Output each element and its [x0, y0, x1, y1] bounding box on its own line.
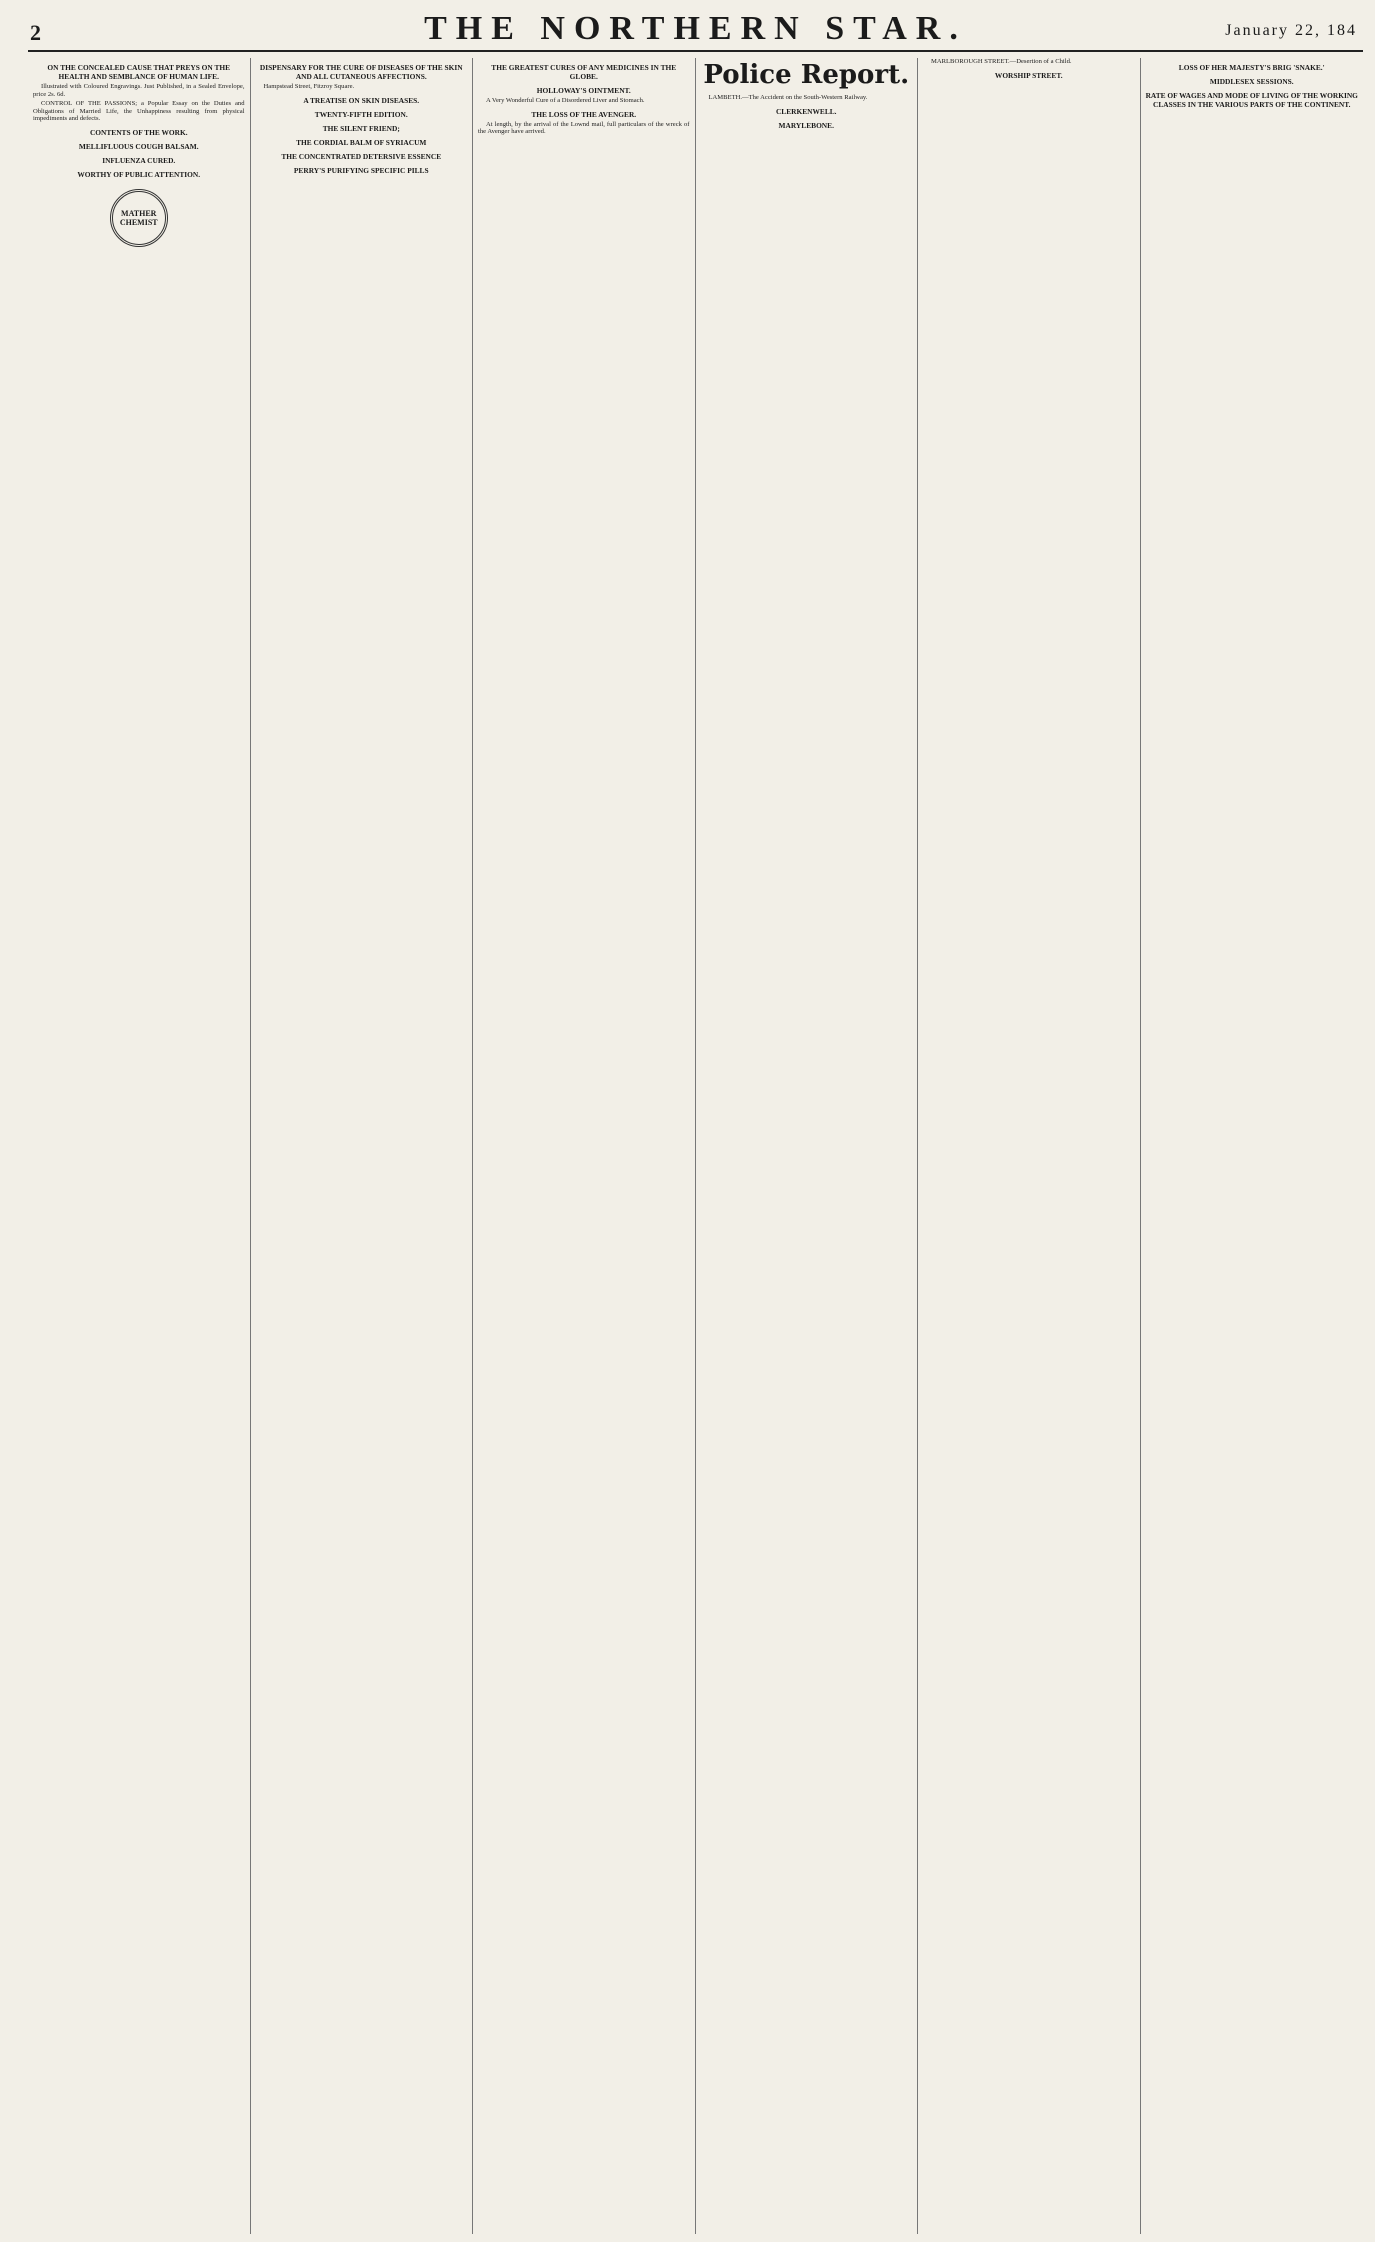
article-heading: THE GREATEST CURES OF ANY MEDICINES IN THE GLOBE.: [491, 63, 677, 81]
column-3: [473, 58, 696, 2234]
newspaper-title: THE NORTHERN STAR.: [424, 10, 967, 47]
column-6: [1141, 58, 1364, 2234]
article-paragraph: A Very Wonderful Cure of a Disordered Liver and Stomach.: [486, 97, 645, 104]
article-heading: RATE OF WAGES AND MODE OF LIVING OF THE WORKING CLASSES IN THE VARIOUS PARTS OF THE CONTINENT.: [1145, 91, 1358, 109]
article-heading: MELLIFLUOUS COUGH BALSAM.: [78, 141, 199, 151]
column-1: [28, 58, 251, 2234]
article-heading: CLERKENWELL.: [775, 106, 837, 116]
article-heading: A TREATISE ON SKIN DISEASES.: [303, 95, 420, 105]
article-paragraph: Hampstead Street, Fitzroy Square.: [263, 83, 355, 90]
article-heading: CONTENTS OF THE WORK.: [89, 127, 188, 137]
article-heading: THE SILENT FRIEND;: [322, 123, 400, 133]
article-heading: HOLLOWAY'S OINTMENT.: [536, 86, 631, 95]
article-heading: PERRY'S PURIFYING SPECIFIC PILLS: [293, 165, 429, 175]
article-heading: DISPENSARY FOR THE CURE OF DISEASES OF THE SKIN AND ALL CUTANEOUS AFFECTIONS.: [259, 63, 463, 81]
article-heading: TWENTY-FIFTH EDITION.: [314, 109, 408, 119]
article-heading: LOSS OF HER MAJESTY'S BRIG 'SNAKE.': [1178, 63, 1325, 72]
article-heading: MARYLEBONE.: [778, 120, 834, 130]
article-columns: [28, 58, 1363, 2234]
column-5: [918, 58, 1141, 2234]
article-paragraph: CONTROL OF THE PASSIONS; a Popular Essay on the Duties and Obligations of Married Life, the Unhappiness resulting from physical impediments and defects.: [33, 100, 245, 123]
article-paragraph: At length, by the arrival of the Lownd mail, full particulars of the wreck of the Avenger have arrived.: [478, 120, 690, 136]
article-heading: MIDDLESEX SESSIONS.: [1209, 77, 1294, 86]
article-heading: ON THE CONCEALED CAUSE THAT PREYS ON THE HEALTH AND SEMBLANCE OF HUMAN LIFE.: [47, 63, 231, 81]
article-heading: WORSHIP STREET.: [994, 70, 1063, 80]
article-paragraph: Illustrated with Coloured Engravings. Just Published, in a Sealed Envelope, price 2s. 6d.: [33, 83, 245, 98]
article-heading: THE CORDIAL BALM OF SYRIACUM: [296, 137, 427, 147]
article-heading: WORTHY OF PUBLIC ATTENTION.: [77, 169, 201, 179]
article-heading: THE LOSS OF THE AVENGER.: [531, 109, 637, 119]
chemist-seal: MATHER CHEMIST: [110, 189, 168, 247]
column-2: [251, 58, 474, 2234]
masthead: [28, 6, 1363, 52]
article-heading: INFLUENZA CURED.: [102, 155, 176, 165]
page-number: 2: [30, 20, 41, 45]
column-4: [696, 58, 919, 2234]
article-paragraph: MARLBOROUGH STREET.—Desertion of a Child.: [931, 58, 1072, 65]
section-heading: Police Report.: [703, 60, 910, 90]
article-heading: THE CONCENTRATED DETERSIVE ESSENCE: [281, 151, 442, 161]
issue-date: January 22, 184: [1225, 22, 1357, 39]
article-paragraph: LAMBETH.—The Accident on the South-Western Railway.: [708, 94, 868, 101]
